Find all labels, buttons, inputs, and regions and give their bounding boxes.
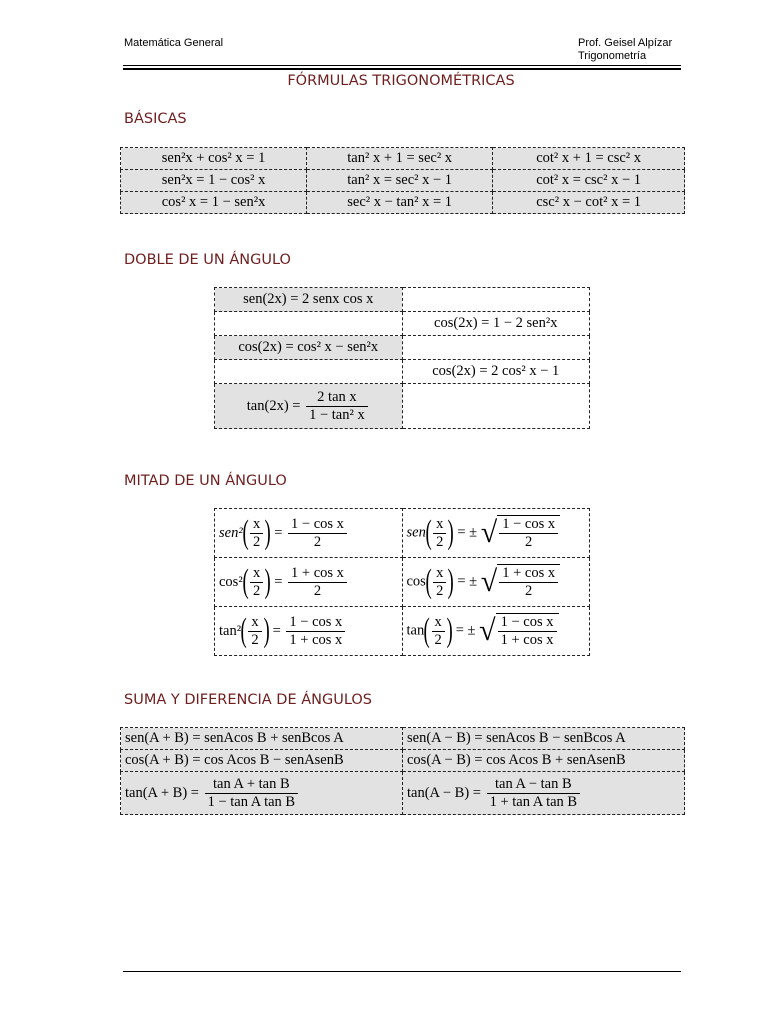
section-heading-doble: DOBLE DE UN ÁNGULO: [124, 252, 291, 268]
fraction-numerator: 1 + cos x: [288, 565, 347, 583]
table-row: [121, 170, 685, 192]
arg-den: 2: [436, 533, 444, 550]
fraction-numerator: 1 − cos x: [288, 516, 347, 534]
function-name: tan²: [219, 622, 242, 639]
fraction: [487, 776, 581, 811]
section-heading-basicas: BÁSICAS: [124, 111, 187, 127]
fraction-numerator: 1 − cos x: [286, 614, 345, 632]
arg-num: x: [250, 516, 263, 534]
fraction: [306, 389, 368, 424]
arg-num: x: [433, 516, 446, 534]
fraction-denominator: 1 + cos x: [500, 632, 554, 648]
table-cell: [402, 336, 590, 360]
function-name: tan: [406, 622, 425, 639]
table-cell: sec² x − tan² x = 1: [307, 192, 493, 214]
fraction-denominator: 2: [525, 534, 533, 550]
basicas-table: [120, 147, 685, 214]
equals-plus-minus: = ±: [457, 573, 478, 590]
table-row: [121, 728, 685, 750]
fraction-denominator: 2: [313, 582, 322, 599]
header-subject: Matemática General: [124, 37, 224, 49]
fraction-denominator: 1 + cos x: [289, 631, 343, 648]
table-row: [121, 750, 685, 772]
table-row: [215, 288, 590, 312]
fraction-denominator: 1 − tan² x: [309, 406, 365, 423]
arg-num: x: [433, 565, 446, 583]
arg-num: x: [432, 614, 445, 632]
table-row: [215, 509, 590, 558]
header-topic: Trigonometría: [578, 50, 647, 62]
table-row: [215, 384, 590, 429]
table-cell: sen(A + B) = senAcos B + senBcos A: [121, 728, 403, 750]
table-cell: [403, 772, 685, 815]
fraction-denominator: 1 + tan A tan B: [489, 793, 578, 810]
mitad-table: [214, 508, 590, 656]
formula-lhs: tan(A − B) =: [407, 784, 481, 801]
arg-num: x: [250, 565, 263, 583]
table-cell: [215, 360, 403, 384]
fraction-denominator: 2: [313, 533, 322, 550]
header-author: Prof. Geisel Alpízar: [578, 37, 673, 49]
equals-plus-minus: = ±: [457, 524, 478, 541]
arg-den: 2: [251, 631, 259, 648]
arg-num: x: [248, 614, 261, 632]
sqrt: √ $\frac{\text{1 − cos x}}{\text{1 + cos x}}$: [479, 613, 558, 649]
function-name: sen: [406, 524, 426, 541]
table-cell: sen²x = 1 − cos² x: [121, 170, 307, 192]
fraction: [205, 776, 299, 811]
table-cell: cos(2x) = cos² x − sen²x: [215, 336, 403, 360]
sqrt: √ $\frac{\text{1 + cos x}}{2}$: [481, 564, 560, 600]
fraction-denominator: 1 − tan A tan B: [207, 793, 296, 810]
fraction-numerator: 1 − cos x: [498, 614, 557, 632]
table-cell: tan² x + 1 = sec² x: [307, 148, 493, 170]
table-cell: cos² x = 1 − sen²x: [121, 192, 307, 214]
fraction-numerator: tan A + tan B: [205, 776, 299, 794]
table-row: [215, 558, 590, 607]
table-cell: cos(A − B) = cos Acos B + senAsenB: [403, 750, 685, 772]
equals: =: [272, 622, 281, 639]
section-heading-suma: SUMA Y DIFERENCIA DE ÁNGULOS: [124, 692, 373, 708]
fraction-numerator: 1 − cos x: [499, 516, 558, 534]
table-cell: cos(2x) = 2 cos² x − 1: [402, 360, 590, 384]
footer-rule: [123, 971, 681, 972]
table-row: [215, 360, 590, 384]
page-title: FÓRMULAS TRIGONOMÉTRICAS: [287, 73, 515, 89]
sqrt: √ $\frac{\text{1 − cos x}}{2}$: [481, 515, 560, 551]
formula-lhs: tan(2x) =: [246, 397, 301, 414]
table-cell: cot² x + 1 = csc² x: [493, 148, 685, 170]
table-row: [121, 772, 685, 815]
table-cell: cos(2x) = 1 − 2 sen²x: [402, 312, 590, 336]
table-row: [215, 607, 590, 656]
table-cell: cos( $\frac{x}{2}$ ) = ± √ $\frac{\text{1 + cos x}}{2}$: [402, 558, 590, 607]
table-cell: cos²( $\frac{x}{2}$ ) = $\frac{\text{1 + cos x}}{2}$: [215, 558, 403, 607]
arg-den: 2: [253, 533, 261, 550]
table-cell: [215, 384, 403, 429]
table-cell: cot² x = csc² x − 1: [493, 170, 685, 192]
fraction-numerator: 2 tan x: [306, 389, 368, 407]
table-cell: [121, 772, 403, 815]
table-row: [215, 336, 590, 360]
arg-den: 2: [436, 582, 444, 599]
arg-den: 2: [253, 582, 261, 599]
fraction-numerator: tan A − tan B: [487, 776, 581, 794]
formula-lhs: tan(A + B) =: [125, 784, 199, 801]
equals: =: [274, 573, 283, 590]
table-cell: sen( $\frac{x}{2}$ ) = ± √ $\frac{\text{1 − cos x}}{2}$: [402, 509, 590, 558]
table-cell: sen²x + cos² x = 1: [121, 148, 307, 170]
table-cell: [402, 288, 590, 312]
table-cell: [402, 384, 590, 429]
doble-table: [214, 287, 590, 429]
table-cell: tan( $\frac{x}{2}$ ) = ± √ $\frac{\text{1 − cos x}}{\text{1 + cos x}}$: [402, 607, 590, 656]
header-rule-top: [123, 65, 681, 66]
table-row: [215, 312, 590, 336]
fraction-denominator: 2: [525, 583, 533, 599]
table-cell: csc² x − cot² x = 1: [493, 192, 685, 214]
header-rule-bottom: [123, 68, 681, 70]
table-row: [121, 148, 685, 170]
table-row: [121, 192, 685, 214]
table-cell: sen(2x) = 2 senx cos x: [215, 288, 403, 312]
function-name: cos: [406, 573, 426, 590]
table-cell: tan² x = sec² x − 1: [307, 170, 493, 192]
table-cell: tan²( $\frac{x}{2}$ ) = $\frac{\text{1 − cos x}}{\text{1 + cos x}}$: [215, 607, 403, 656]
table-cell: cos(A + B) = cos Acos B − senAsenB: [121, 750, 403, 772]
function-name: cos²: [219, 573, 243, 590]
equals-plus-minus: = ±: [455, 622, 476, 639]
section-heading-mitad: MITAD DE UN ÁNGULO: [124, 473, 287, 489]
suma-table: [120, 727, 685, 815]
table-cell: sen(A − B) = senAcos B − senBcos A: [403, 728, 685, 750]
fraction-numerator: 1 + cos x: [499, 565, 558, 583]
equals: =: [274, 524, 283, 541]
table-cell: sen²( $\frac{x}{2}$ ) = $\frac{\text{1 − cos x}}{2}$: [215, 509, 403, 558]
table-cell: [215, 312, 403, 336]
function-name: sen²: [219, 524, 243, 541]
arg-den: 2: [434, 631, 442, 648]
